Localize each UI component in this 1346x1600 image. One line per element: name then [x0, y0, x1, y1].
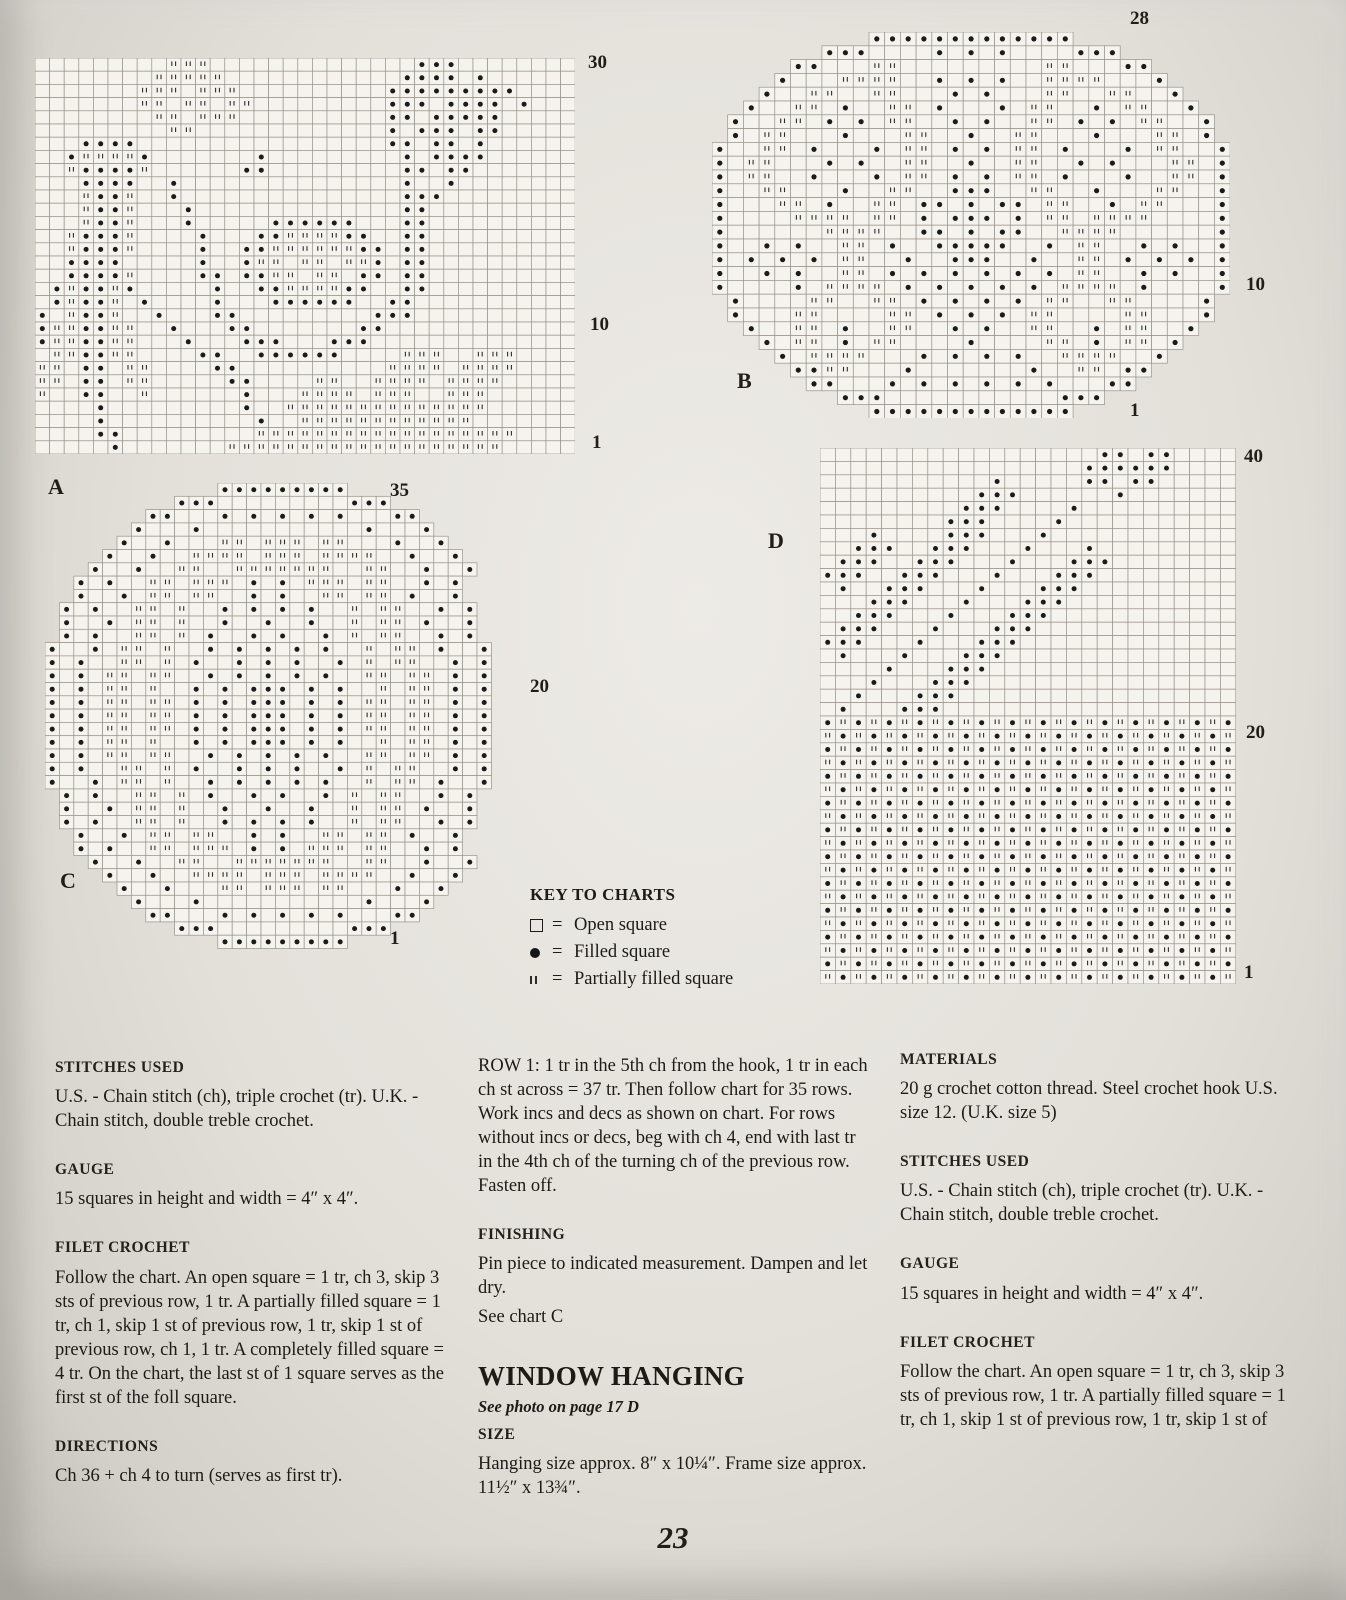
key-label-filled: Filled square [574, 942, 671, 962]
crochet-chart-c [45, 483, 520, 949]
text-column-left [55, 1058, 455, 1492]
body-gauge-2: 15 squares in height and width = 4″ x 4″. [900, 1283, 1204, 1304]
heading-stitches-used-2: STITCHES USED [900, 1153, 1030, 1171]
chart-d-row-20: 20 [1246, 722, 1265, 743]
chart-d-row-40: 40 [1244, 446, 1263, 467]
heading-size: SIZE [478, 1426, 516, 1444]
chart-b-row-1: 1 [1130, 400, 1140, 421]
key-label-open: Open square [574, 915, 667, 935]
chart-b-label: B [737, 368, 752, 393]
chart-c-row-1: 1 [390, 928, 400, 949]
chart-key [530, 885, 830, 996]
partial-square-icon [530, 976, 552, 984]
body-size: Hanging size approx. 8″ x 10¼″. Frame size approx. 11½″ x 13¾″. [478, 1454, 867, 1499]
chart-a-row-1: 1 [592, 432, 602, 453]
pattern-subtitle: See photo on page 17 D [478, 1396, 639, 1416]
crochet-chart-d [820, 448, 1236, 984]
crochet-chart-b [712, 32, 1230, 418]
body-gauge: 15 squares in height and width = 4″ x 4″. [55, 1189, 359, 1210]
chart-c-row-20: 20 [530, 676, 549, 697]
key-eq: = [552, 969, 563, 989]
chart-a-row-30: 30 [588, 52, 607, 73]
key-label-partial: Partially filled square [574, 969, 734, 989]
key-item-filled [530, 942, 830, 963]
heading-finishing: FINISHING [478, 1226, 566, 1244]
chart-a-label: A [48, 474, 64, 499]
heading-filet-crochet-2: FILET CROCHET [900, 1333, 1035, 1351]
chart-d-label: D [768, 528, 784, 553]
text-column-middle [478, 1054, 870, 1504]
body-row-1: ROW 1: 1 tr in the 5th ch from the hook, 1 tr in each ch st across = 37 tr. Then follow chart for 35 rows. Work incs and decs as shown on chart. For rows without incs or decs, beg with ch 4, end with last tr in the 4th ch of the turning ch of the previous row. Fasten off. [478, 1056, 868, 1197]
key-eq: = [552, 942, 563, 962]
key-item-open [530, 915, 830, 936]
chart-d-grid [820, 448, 1236, 984]
pattern-title: WINDOW HANGING [478, 1360, 745, 1391]
body-stitches-used-2: U.S. - Chain stitch (ch), triple crochet (tr). U.K. - Chain stitch, double treble crochet. [900, 1181, 1264, 1226]
chart-c-grid [45, 483, 520, 949]
text-column-right [900, 1050, 1292, 1436]
chart-a-grid [35, 58, 575, 454]
chart-b-row-28: 28 [1130, 8, 1149, 29]
heading-gauge: GAUGE [55, 1161, 115, 1179]
key-item-partial [530, 969, 830, 990]
chart-c-row-35: 35 [390, 480, 409, 501]
heading-materials: MATERIALS [900, 1051, 998, 1068]
heading-gauge-2: GAUGE [900, 1255, 960, 1273]
body-stitches-used: U.S. - Chain stitch (ch), triple crochet (tr). U.K. - Chain stitch, double treble crochet. [55, 1087, 419, 1132]
chart-b-row-10: 10 [1246, 274, 1265, 295]
heading-filet-crochet: FILET CROCHET [55, 1239, 190, 1257]
crochet-chart-a [35, 58, 575, 454]
chart-a-row-10: 10 [590, 314, 609, 335]
chart-key-title: KEY TO CHARTS [530, 885, 676, 904]
chart-b-grid [712, 32, 1230, 418]
chart-c-label: C [60, 868, 76, 893]
body-materials: 20 g crochet cotton thread. Steel crochet hook U.S. size 12. (U.K. size 5) [900, 1079, 1278, 1124]
body-finishing: Pin piece to indicated measurement. Dampen and let dry. [478, 1254, 868, 1299]
key-eq: = [552, 915, 563, 935]
heading-stitches-used: STITCHES USED [55, 1059, 185, 1076]
see-chart-note: See chart C [478, 1306, 564, 1327]
heading-directions: DIRECTIONS [55, 1437, 159, 1455]
body-filet-crochet: Follow the chart. An open square = 1 tr, ch 3, skip 3 sts of previous row, 1 tr. A partially filled square = 1 tr, ch 1, skip 1 st of previous row, 1 tr, skip 1 st of previous row, ch 1, 1 tr. A completely filled square = 4 tr. On the chart, the last st of 1 square serves as the first st of the foll square. [55, 1267, 444, 1408]
open-square-icon [530, 919, 552, 932]
body-filet-crochet-2: Follow the chart. An open square = 1 tr, ch 3, skip 3 sts of previous row, 1 tr. A partially filled square = 1 tr, ch 1, skip 1 st of previous row, 1 tr, skip 1 st of [900, 1361, 1286, 1430]
page-number: 23 [657, 1520, 689, 1555]
body-directions: Ch 36 + ch 4 to turn (serves as first tr). [55, 1465, 343, 1486]
chart-d-row-1: 1 [1244, 962, 1254, 983]
filled-square-icon [530, 948, 552, 958]
